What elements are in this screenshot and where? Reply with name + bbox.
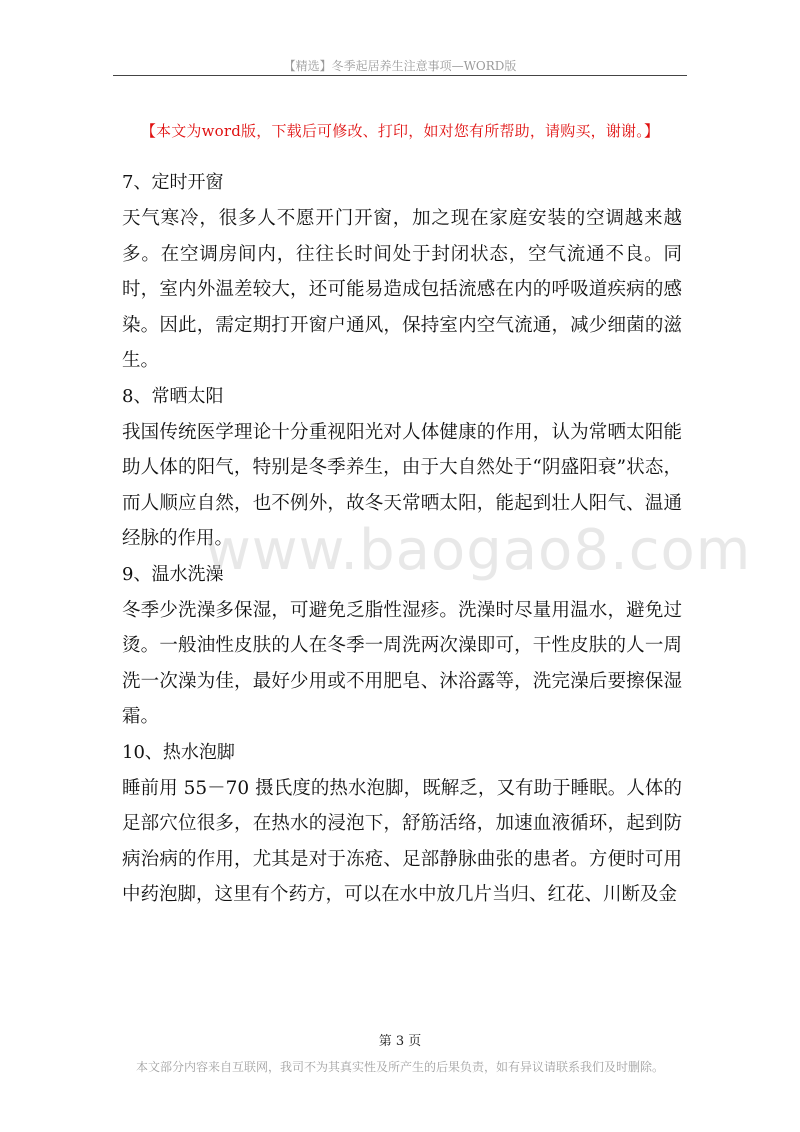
download-notice: 【本文为word版，下载后可修改、打印，如对您有所帮助，请购买，谢谢。】 xyxy=(140,122,660,140)
document-body xyxy=(122,165,682,913)
page-header: 【精选】冬季起居养生注意事项—WORD版 xyxy=(283,59,517,73)
section-paragraph: 天气寒冷，很多人不愿开门开窗，加之现在家庭安装的空调越来越多。在空调房间内，往往长时间处于封闭状态，空气流通不良。同时，室内外温差较大，还可能易造成包括流感在内的呼吸道疾病的感染。因此，需定期打开窗户通风，保持室内空气流通，减少细菌的滋生。 xyxy=(122,208,682,371)
header-divider xyxy=(113,75,687,76)
section-heading: 10、热水泡脚 xyxy=(122,741,235,763)
page-footer-disclaimer: 本文部分内容来自互联网，我司不为其真实性及所产生的后果负责，如有异议请联系我们及时删除。 xyxy=(135,1060,664,1074)
page-number: 第 3 页 xyxy=(378,1034,422,1049)
section-heading: 9、温水洗澡 xyxy=(122,563,224,585)
section-paragraph: 睡前用 55－70 摄氏度的热水泡脚，既解乏，又有助于睡眠。人体的足部穴位很多，在热水的浸泡下，舒筋活络，加速血液循环，起到防病治病的作用，尤其是对于冻疮、足部静脉曲张的患者。方便时可用中药泡脚，这里有个药方，可以在水中放几片当归、红花、川断及金 xyxy=(122,777,682,905)
section-paragraph: 冬季少洗澡多保湿，可避免乏脂性湿疹。洗澡时尽量用温水，避免过烫。一般油性皮肤的人在冬季一周洗两次澡即可，干性皮肤的人一周洗一次澡为佳，最好少用或不用肥皂、沐浴露等，洗完澡后要擦保湿霜。 xyxy=(122,599,682,727)
section-heading: 8、常晒太阳 xyxy=(122,385,224,407)
watermark: www.baogao8.com xyxy=(205,518,752,583)
section-heading: 7、定时开窗 xyxy=(122,172,224,193)
section-paragraph: 我国传统医学理论十分重视阳光对人体健康的作用，认为常晒太阳能助人体的阳气，特别是冬季养生，由于大自然处于“阴盛阳衰”状态，而人顺应自然，也不例外，故冬天常晒太阳，能起到壮人阳气、温通经脉的作用。 xyxy=(122,421,682,549)
